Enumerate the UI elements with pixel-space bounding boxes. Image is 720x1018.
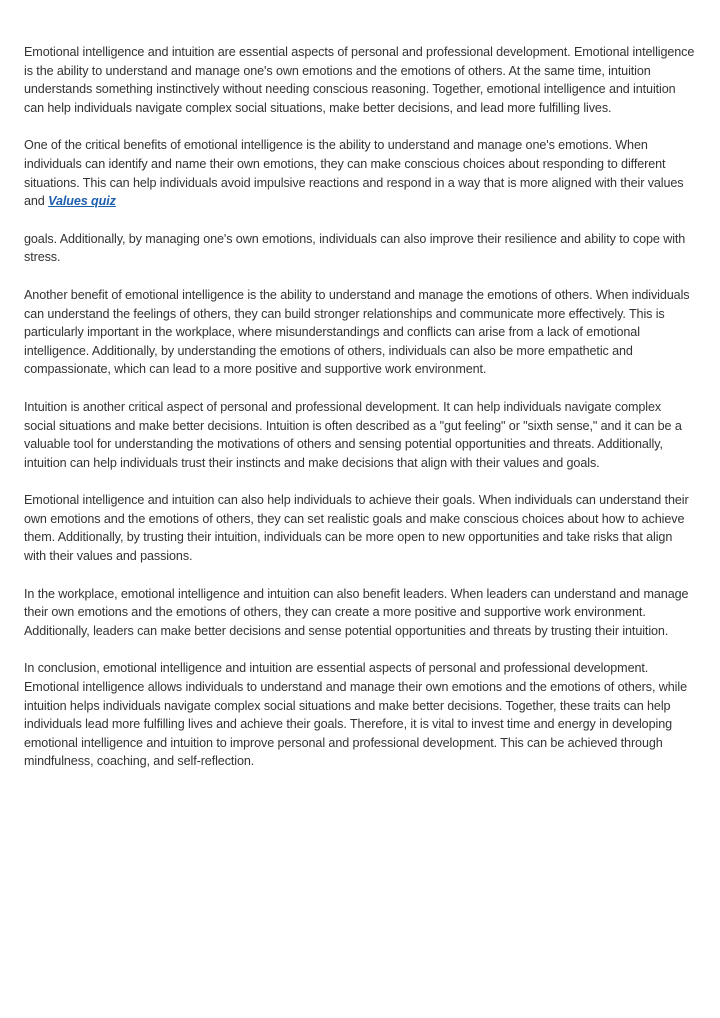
paragraph-text: One of the critical benefits of emotional intelligence is the ability to understand and manage one's emotions. When individuals can identify and name their own emotions, they can make conscious choices about responding to different situations. This can help individuals avoid impulsive reactions and respond in a way that is more aligned with their values and	[24, 138, 684, 209]
paragraph-emotions-of-others: Another benefit of emotional intelligence is the ability to understand and manage the emotions of others. When individuals can understand the feelings of others, they can build stronger relationships and communicate more effectively. This is particularly important in the workplace, where misunderstandings and conflicts can arise from a lack of emotional intelligence. Additionally, by understanding the emotions of others, individuals can also be more empathetic and compassionate, which can lead to a more positive and supportive work environment.	[24, 287, 690, 377]
paragraph-achieving-goals: Emotional intelligence and intuition can also help individuals to achieve their goals. When individuals can understand their own emotions and the emotions of others, they can set realistic goals and make conscious choices about how to achieve them. Additionally, by trusting their intuition, individuals can be more open to new opportunities and take risks that align with their values and passions.	[24, 493, 689, 564]
paragraph-managing-own-emotions	[24, 136, 696, 210]
values-quiz-link[interactable]: Values quiz	[48, 194, 116, 209]
paragraph-intro: Emotional intelligence and intuition are essential aspects of personal and professional development. Emotional intelligence is the ability to understand and manage one's own emotions and the emotions of others. At the same time, intuition understands something instinctively without needing conscious reasoning. Together, emotional intelligence and intuition can help individuals navigate complex social situations, make better decisions, and lead more fulfilling lives.	[24, 45, 695, 115]
paragraph-leaders: In the workplace, emotional intelligence and intuition can also benefit leaders. When leaders can understand and manage their own emotions and the emotions of others, they can create a more positive and supportive work environment. Additionally, leaders can make better decisions and sense potential opportunities and threats by trusting their intuition.	[24, 586, 689, 638]
document-body	[24, 43, 696, 790]
paragraph-resilience: goals. Additionally, by managing one's own emotions, individuals can also improve their resilience and ability to cope with stress.	[24, 231, 686, 265]
paragraph-intuition: Intuition is another critical aspect of personal and professional development. It can help individuals navigate complex social situations and make better decisions. Intuition is often described as a "gut feeling" or "sixth sense," and it can be a valuable tool for understanding the motivations of others and sensing potential opportunities and threats. Additionally, intuition can help individuals trust their instincts and make decisions that align with their values and goals.	[24, 399, 682, 470]
paragraph-conclusion: In conclusion, emotional intelligence and intuition are essential aspects of personal and professional development. Emotional intelligence allows individuals to understand and manage their own emotions and the emotions of others, while intuition helps individuals navigate complex social situations and make better decisions. Together, these traits can help individuals lead more fulfilling lives and achieve their goals. Therefore, it is vital to invest time and energy in developing emotional intelligence and intuition to improve personal and professional development. This can be achieved through mindfulness, coaching, and self-reflection.	[24, 661, 687, 769]
